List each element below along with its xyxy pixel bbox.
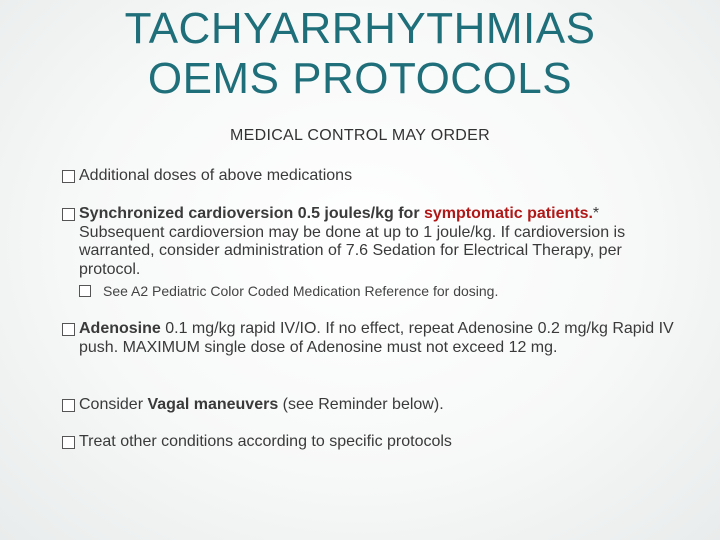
bullet-highlight-text: symptomatic patients. [423,205,593,222]
bullet-bold-text: Synchronized cardioversion 0.5 joules/kg for [79,205,424,222]
bullet-bold-text: Vagal maneuvers [147,396,279,413]
bullet-text: Additional doses of above medications [79,167,353,184]
title-line-1: TACHYARRHYTHMIAS [124,4,596,53]
bullet-rest-text: (see Reminder below). [278,396,444,413]
bullet-rest-text: * Subsequent cardioversion may be done at up to 1 joule/kg. If cardioversion is warranted, consider administration of 7.6 Sedation for Electrical Therapy, per protocol. [79,205,626,278]
bullet-text [79,396,679,415]
section-subtitle: MEDICAL CONTROL MAY ORDER [230,127,490,144]
bullet-box-icon [62,170,75,183]
bullet-box-icon [79,285,91,297]
title-line-2: OEMS PROTOCOLS [147,54,573,103]
bullet-box-icon [62,323,75,336]
bullet-pre-text: Consider [79,396,148,413]
bullet-text [79,205,679,279]
sub-bullet-text: See A2 Pediatric Color Coded Medication Reference for dosing. [103,283,499,299]
bullet-box-icon [62,208,75,221]
bullet-text: Treat other conditions according to specific protocols [79,433,452,450]
bullet-box-icon [62,399,75,412]
slide-title [0,4,720,104]
bullet-bold-text: Adenosine [79,320,161,337]
bullet-text [79,320,679,357]
bullet-box-icon [62,436,75,449]
bullet-rest-text: 0.1 mg/kg rapid IV/IO. If no effect, repeat Adenosine 0.2 mg/kg Rapid IV push. MAXIMUM single dose of Adenosine must not exceed 12 mg. [79,320,674,356]
